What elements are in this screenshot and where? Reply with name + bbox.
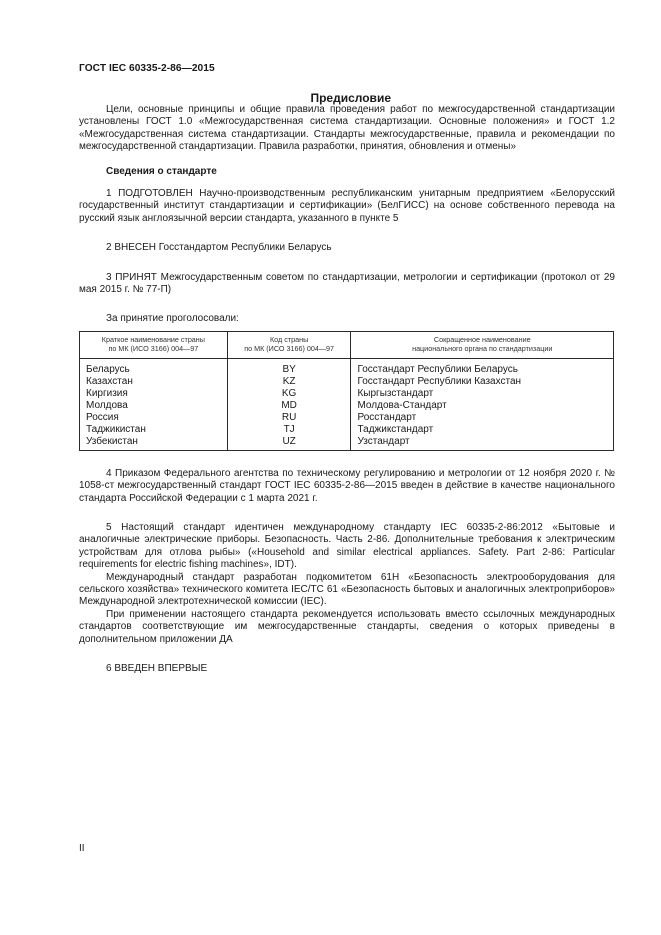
- header-country: Краткое наименование страны по МК (ИСО 3166) 004—97: [80, 331, 228, 358]
- page-number: II: [79, 843, 85, 854]
- header-code: Код страны по МК (ИСО 3166) 004—97: [227, 331, 351, 358]
- item-application: При применении настоящего стандарта рекомендуется использовать вместо ссылочных международных стандартов соответствующие им межгосударственные стандарты, сведения о которых приведены в дополнительном приложении ДА: [79, 608, 615, 645]
- preface-body: [79, 104, 615, 675]
- table-row: [80, 388, 614, 400]
- body-cell: Кыргызстандарт: [351, 388, 614, 400]
- table-row: [80, 436, 614, 451]
- item-introduced: 2 ВНЕСЕН Госстандартом Республики Беларусь: [106, 242, 332, 254]
- country-cell: Беларусь: [80, 358, 228, 376]
- table-row: [80, 412, 614, 424]
- table-row: [80, 400, 614, 412]
- voting-countries-table: [79, 331, 614, 451]
- body-cell: Молдова-Стандарт: [351, 400, 614, 412]
- item-first-introduced: 6 ВВЕДЕН ВПЕРВЫЕ: [106, 662, 208, 674]
- item-developer: Международный стандарт разработан подкомитетом 61H «Безопасность электрооборудования для сельского хозяйства» технического комитета IEC/TC 61 «Безопасность бытовых и аналогичных электроприборов» Международной электротехнической комиссии (IEC).: [79, 571, 615, 608]
- table-row: [80, 358, 614, 376]
- table-row: [80, 424, 614, 436]
- item-prepared: 1 ПОДГОТОВЛЕН Научно-производственным республиканским унитарным предприятием «Белорусский государственный институт стандартизации и сертификации» (БелГИСС) на основе собственного перевода на русский язык англоязычной версии стандарта, указанного в пункте 5: [79, 188, 615, 224]
- table-header-row: [80, 331, 614, 358]
- code-cell: MD: [227, 400, 351, 412]
- country-cell: Казахстан: [80, 376, 228, 388]
- code-cell: UZ: [227, 436, 351, 451]
- section-heading: Сведения о стандарте: [106, 165, 217, 177]
- item-identical: 5 Настоящий стандарт идентичен международному стандарту IEC 60335-2-86:2012 «Бытовые и аналогичные электрические приборы. Безопасность. Часть 2-86. Дополнительные требования к электрическим устройствам для отлова рыбы» («Household and similar electrical appliances. Safety. Part 2-86: Particular requirements for electric fishing machines», IDT).: [79, 521, 615, 571]
- code-cell: KG: [227, 388, 351, 400]
- code-cell: BY: [227, 358, 351, 376]
- item-enacted: 4 Приказом Федерального агентства по техническому регулированию и метрологии от 12 ноября 2020 г. № 1058-ст межгосударственный стандарт ГОСТ IEC 60335-2-86—2015 введен в действие в качестве национального стандарта Российской Федерации с 1 марта 2021 г.: [79, 467, 615, 504]
- header-standards-body: Сокращенное наименование национального органа по стандартизации: [351, 331, 614, 358]
- country-cell: Россия: [80, 412, 228, 424]
- item-adopted: 3 ПРИНЯТ Межгосударственным советом по стандартизации, метрологии и сертификации (протокол от 29 мая 2015 г. № 77-П): [79, 271, 615, 296]
- body-cell: Росстандарт: [351, 412, 614, 424]
- code-cell: RU: [227, 412, 351, 424]
- country-cell: Киргизия: [80, 388, 228, 400]
- voted-label: За принятие проголосовали:: [106, 313, 239, 325]
- body-cell: Госстандарт Республики Беларусь: [351, 358, 614, 376]
- code-cell: KZ: [227, 376, 351, 388]
- code-cell: TJ: [227, 424, 351, 436]
- country-cell: Узбекистан: [80, 436, 228, 451]
- page-title: Предисловие: [310, 91, 391, 105]
- intro-paragraph: Цели, основные принципы и общие правила проведения работ по межгосударственной стандартизации установлены ГОСТ 1.0 «Межгосударственная система стандартизации. Основные положения» и ГОСТ 1.2 «Межгосударственная система стандартизации. Стандарты межгосударственные, правила и рекомендации по межгосударственной стандартизации. Правила разработки, принятия, обновления и отмены»: [79, 104, 615, 153]
- country-cell: Таджикистан: [80, 424, 228, 436]
- table-row: [80, 376, 614, 388]
- document-code: ГОСТ IEC 60335-2-86—2015: [79, 63, 215, 74]
- country-cell: Молдова: [80, 400, 228, 412]
- body-cell: Госстандарт Республики Казахстан: [351, 376, 614, 388]
- body-cell: Узстандарт: [351, 436, 614, 451]
- body-cell: Таджикстандарт: [351, 424, 614, 436]
